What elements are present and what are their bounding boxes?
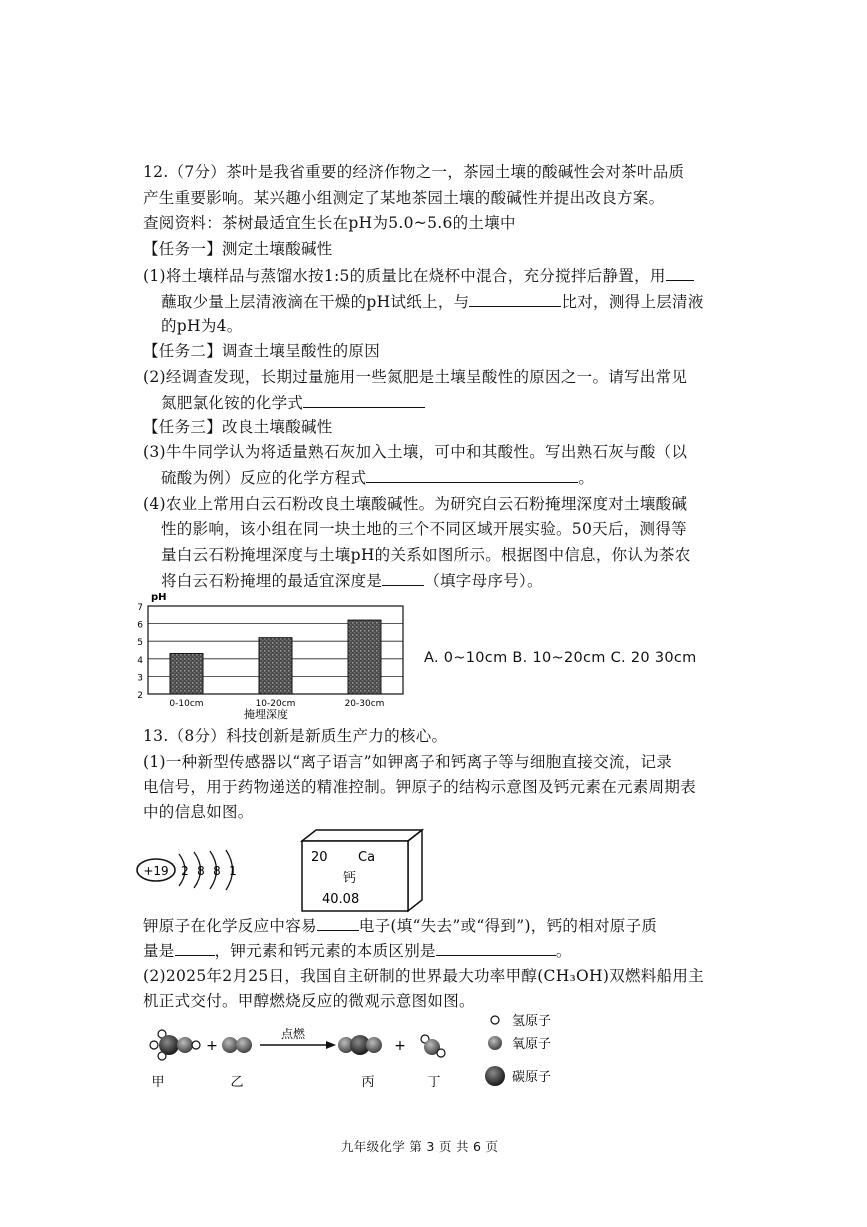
bar-10-20cm bbox=[259, 638, 292, 694]
answer-blank-7[interactable] bbox=[175, 940, 215, 956]
q12-p4-line4 bbox=[161, 570, 543, 591]
x-tick-label: 0-10cm bbox=[169, 699, 204, 709]
carbon-atom-icon bbox=[485, 1066, 505, 1086]
ph-depth-bar-chart bbox=[128, 590, 418, 722]
molecule-carbon-dioxide bbox=[338, 1035, 382, 1055]
methanol-combustion-diagram bbox=[140, 1012, 600, 1090]
q13-p1-text-d2: 电子(填“失去”或“得到”)，钙的相对原子质 bbox=[358, 917, 658, 935]
label-bing: 丙 bbox=[361, 1075, 375, 1090]
q12-p3-line1: (3)牛牛同学认为将适量熟石灰加入土壤，可中和其酸性。写出熟石灰与酸（以 bbox=[143, 443, 688, 461]
element-atomic-number: 20 bbox=[311, 850, 328, 865]
q13-p1-line2: 电信号，用于药物递送的精准控制。钾原子的结构示意图及钙元素在元素周期表 bbox=[143, 778, 697, 796]
answer-blank-2[interactable] bbox=[469, 291, 561, 307]
legend-hydrogen: 氢原子 bbox=[512, 1014, 552, 1029]
y-tick-label: 2 bbox=[137, 691, 143, 701]
page-footer: 九年级化学 第 3 页 共 6 页 bbox=[341, 1139, 499, 1154]
q12-p3-text-b1: 硫酸为例）反应的化学方程式 bbox=[161, 469, 367, 487]
q12-p4-text-d1: 将白云石粉掩埋的最适宜深度是 bbox=[161, 572, 383, 590]
answer-blank-3[interactable] bbox=[303, 392, 425, 408]
oxygen-atom-icon bbox=[488, 1036, 502, 1050]
bar-20-30cm bbox=[348, 620, 381, 694]
q12-line1: 12.（7分）茶叶是我省重要的经济作物之一，茶园土壤的酸碱性会对茶叶品质 bbox=[143, 163, 685, 181]
q12-p4-text-d2: （填字母序号）。 bbox=[424, 572, 543, 590]
shell-electrons-2: 8 bbox=[197, 864, 205, 878]
q13-p1-text-d1: 钾原子在化学反应中容易 bbox=[143, 917, 317, 935]
q13-p2-line2: 机正式交付。甲醇燃烧反应的微观示意图如图。 bbox=[143, 992, 475, 1010]
legend-carbon: 碳原子 bbox=[512, 1070, 552, 1085]
q12-p3-text-b2: 。 bbox=[578, 469, 595, 487]
q13-p1-text-e1: 量是 bbox=[143, 942, 175, 960]
potassium-atom-diagram bbox=[134, 848, 246, 894]
label-yi: 乙 bbox=[230, 1075, 244, 1090]
reaction-condition: 点燃 bbox=[280, 1027, 306, 1041]
q12-p2-line1: (2)经调查发现，长期过量施用一些氮肥是土壤呈酸性的原因之一。请写出常见 bbox=[143, 368, 688, 386]
y-tick-label: 4 bbox=[137, 655, 143, 666]
q12-task3-heading: 【任务三】改良土壤酸碱性 bbox=[143, 418, 333, 436]
label-jia: 甲 bbox=[151, 1075, 165, 1090]
y-tick-label: 3 bbox=[137, 673, 143, 684]
y-tick-label: 5 bbox=[137, 638, 143, 649]
q12-line2: 产生重要影响。某兴趣小组测定了某地茶园土壤的酸碱性并提出改良方案。 bbox=[143, 189, 665, 207]
molecule-water bbox=[421, 1035, 445, 1057]
element-name: 钙 bbox=[343, 871, 357, 886]
calcium-element-card bbox=[298, 827, 428, 913]
bar-0-10cm bbox=[170, 654, 203, 694]
q13-p1-line4 bbox=[143, 915, 657, 936]
q12-p1-line3: 的pH为4。 bbox=[161, 317, 243, 335]
q12-p2-line2 bbox=[161, 392, 425, 413]
x-tick-label: 20-30cm bbox=[344, 699, 385, 709]
q12-p3-line2 bbox=[161, 467, 594, 488]
q12-p1-line2 bbox=[161, 291, 704, 312]
q13-p1-text-e3: 。 bbox=[555, 942, 572, 960]
q12-p4-line2: 性的影响，该小组在同一块土地的三个不同区域开展实验。50天后，测得等 bbox=[161, 520, 687, 538]
label-ding: 丁 bbox=[427, 1075, 441, 1090]
legend-oxygen: 氧原子 bbox=[512, 1037, 552, 1052]
shell-electrons-1: 2 bbox=[181, 864, 189, 878]
q13-p1-line1: (1)一种新型传感器以“离子语言”如钾离子和钙离子等与细胞直接交流，记录 bbox=[143, 753, 673, 771]
q12-reference: 查阅资料：茶树最适宜生长在pH为5.0~5.6的土壤中 bbox=[143, 214, 516, 232]
element-symbol: Ca bbox=[358, 850, 376, 865]
q12-p1-line1 bbox=[143, 265, 694, 286]
y-tick-label: 6 bbox=[137, 620, 143, 631]
plus-sign-2: + bbox=[394, 1038, 406, 1054]
molecule-methanol bbox=[150, 1030, 200, 1060]
q12-p1-text-b1: 蘸取少量上层清液滴在干燥的pH试纸上，与 bbox=[161, 293, 470, 311]
molecule-oxygen bbox=[222, 1037, 252, 1053]
q12-p2-text-b: 氮肥氯化铵的化学式 bbox=[161, 394, 304, 412]
answer-blank-5[interactable] bbox=[382, 570, 424, 586]
shell-electrons-4: 1 bbox=[229, 864, 237, 878]
atom-legend bbox=[485, 1014, 551, 1086]
hydrogen-atom-icon bbox=[491, 1016, 499, 1024]
q12-p4-line3: 量白云石粉掩埋深度与土壤pH的关系如图所示。根据图中信息，你认为茶农 bbox=[161, 546, 691, 564]
answer-blank-6[interactable] bbox=[317, 915, 359, 931]
q13-p1-line3: 中的信息如图。 bbox=[143, 803, 254, 821]
q13-p1-line5 bbox=[143, 940, 572, 961]
x-axis-label: 掩埋深度 bbox=[244, 708, 288, 721]
atom-nucleus-charge: +19 bbox=[143, 864, 169, 878]
q12-task2-heading: 【任务二】调查土壤呈酸性的原因 bbox=[143, 342, 381, 360]
q13-line1: 13.（8分）科技创新是新质生产力的核心。 bbox=[143, 727, 448, 745]
q12-answer-options: A. 0~10cm B. 10~20cm C. 20 30cm bbox=[424, 650, 697, 666]
q13-p2-line1: (2)2025年2月25日，我国自主研制的世界最大功率甲醇(CH₃OH)双燃料船用主 bbox=[143, 967, 704, 985]
q12-p1-text-b2: 比对，测得上层清液 bbox=[561, 293, 704, 311]
answer-blank-8[interactable] bbox=[436, 940, 556, 956]
plus-sign-1: + bbox=[206, 1038, 218, 1054]
q12-task1-heading: 【任务一】测定土壤酸碱性 bbox=[143, 240, 333, 258]
y-axis-label: pH bbox=[151, 592, 167, 603]
answer-blank-4[interactable] bbox=[366, 467, 578, 483]
q12-p1-text: (1)将土壤样品与蒸馏水按1:5的质量比在烧杯中混合，充分搅拌后静置，用 bbox=[143, 267, 666, 285]
q12-p4-line1: (4)农业上常用白云石粉改良土壤酸碱性。为研究白云石粉掩埋深度对土壤酸碱 bbox=[143, 495, 688, 513]
q13-p1-text-e2: ，钾元素和钙元素的本质区别是 bbox=[214, 942, 436, 960]
x-tick-label: 10-20cm bbox=[255, 699, 296, 709]
shell-electrons-3: 8 bbox=[213, 864, 221, 878]
element-atomic-mass: 40.08 bbox=[322, 892, 360, 907]
y-tick-label: 7 bbox=[137, 603, 143, 613]
answer-blank-1[interactable] bbox=[666, 265, 694, 281]
